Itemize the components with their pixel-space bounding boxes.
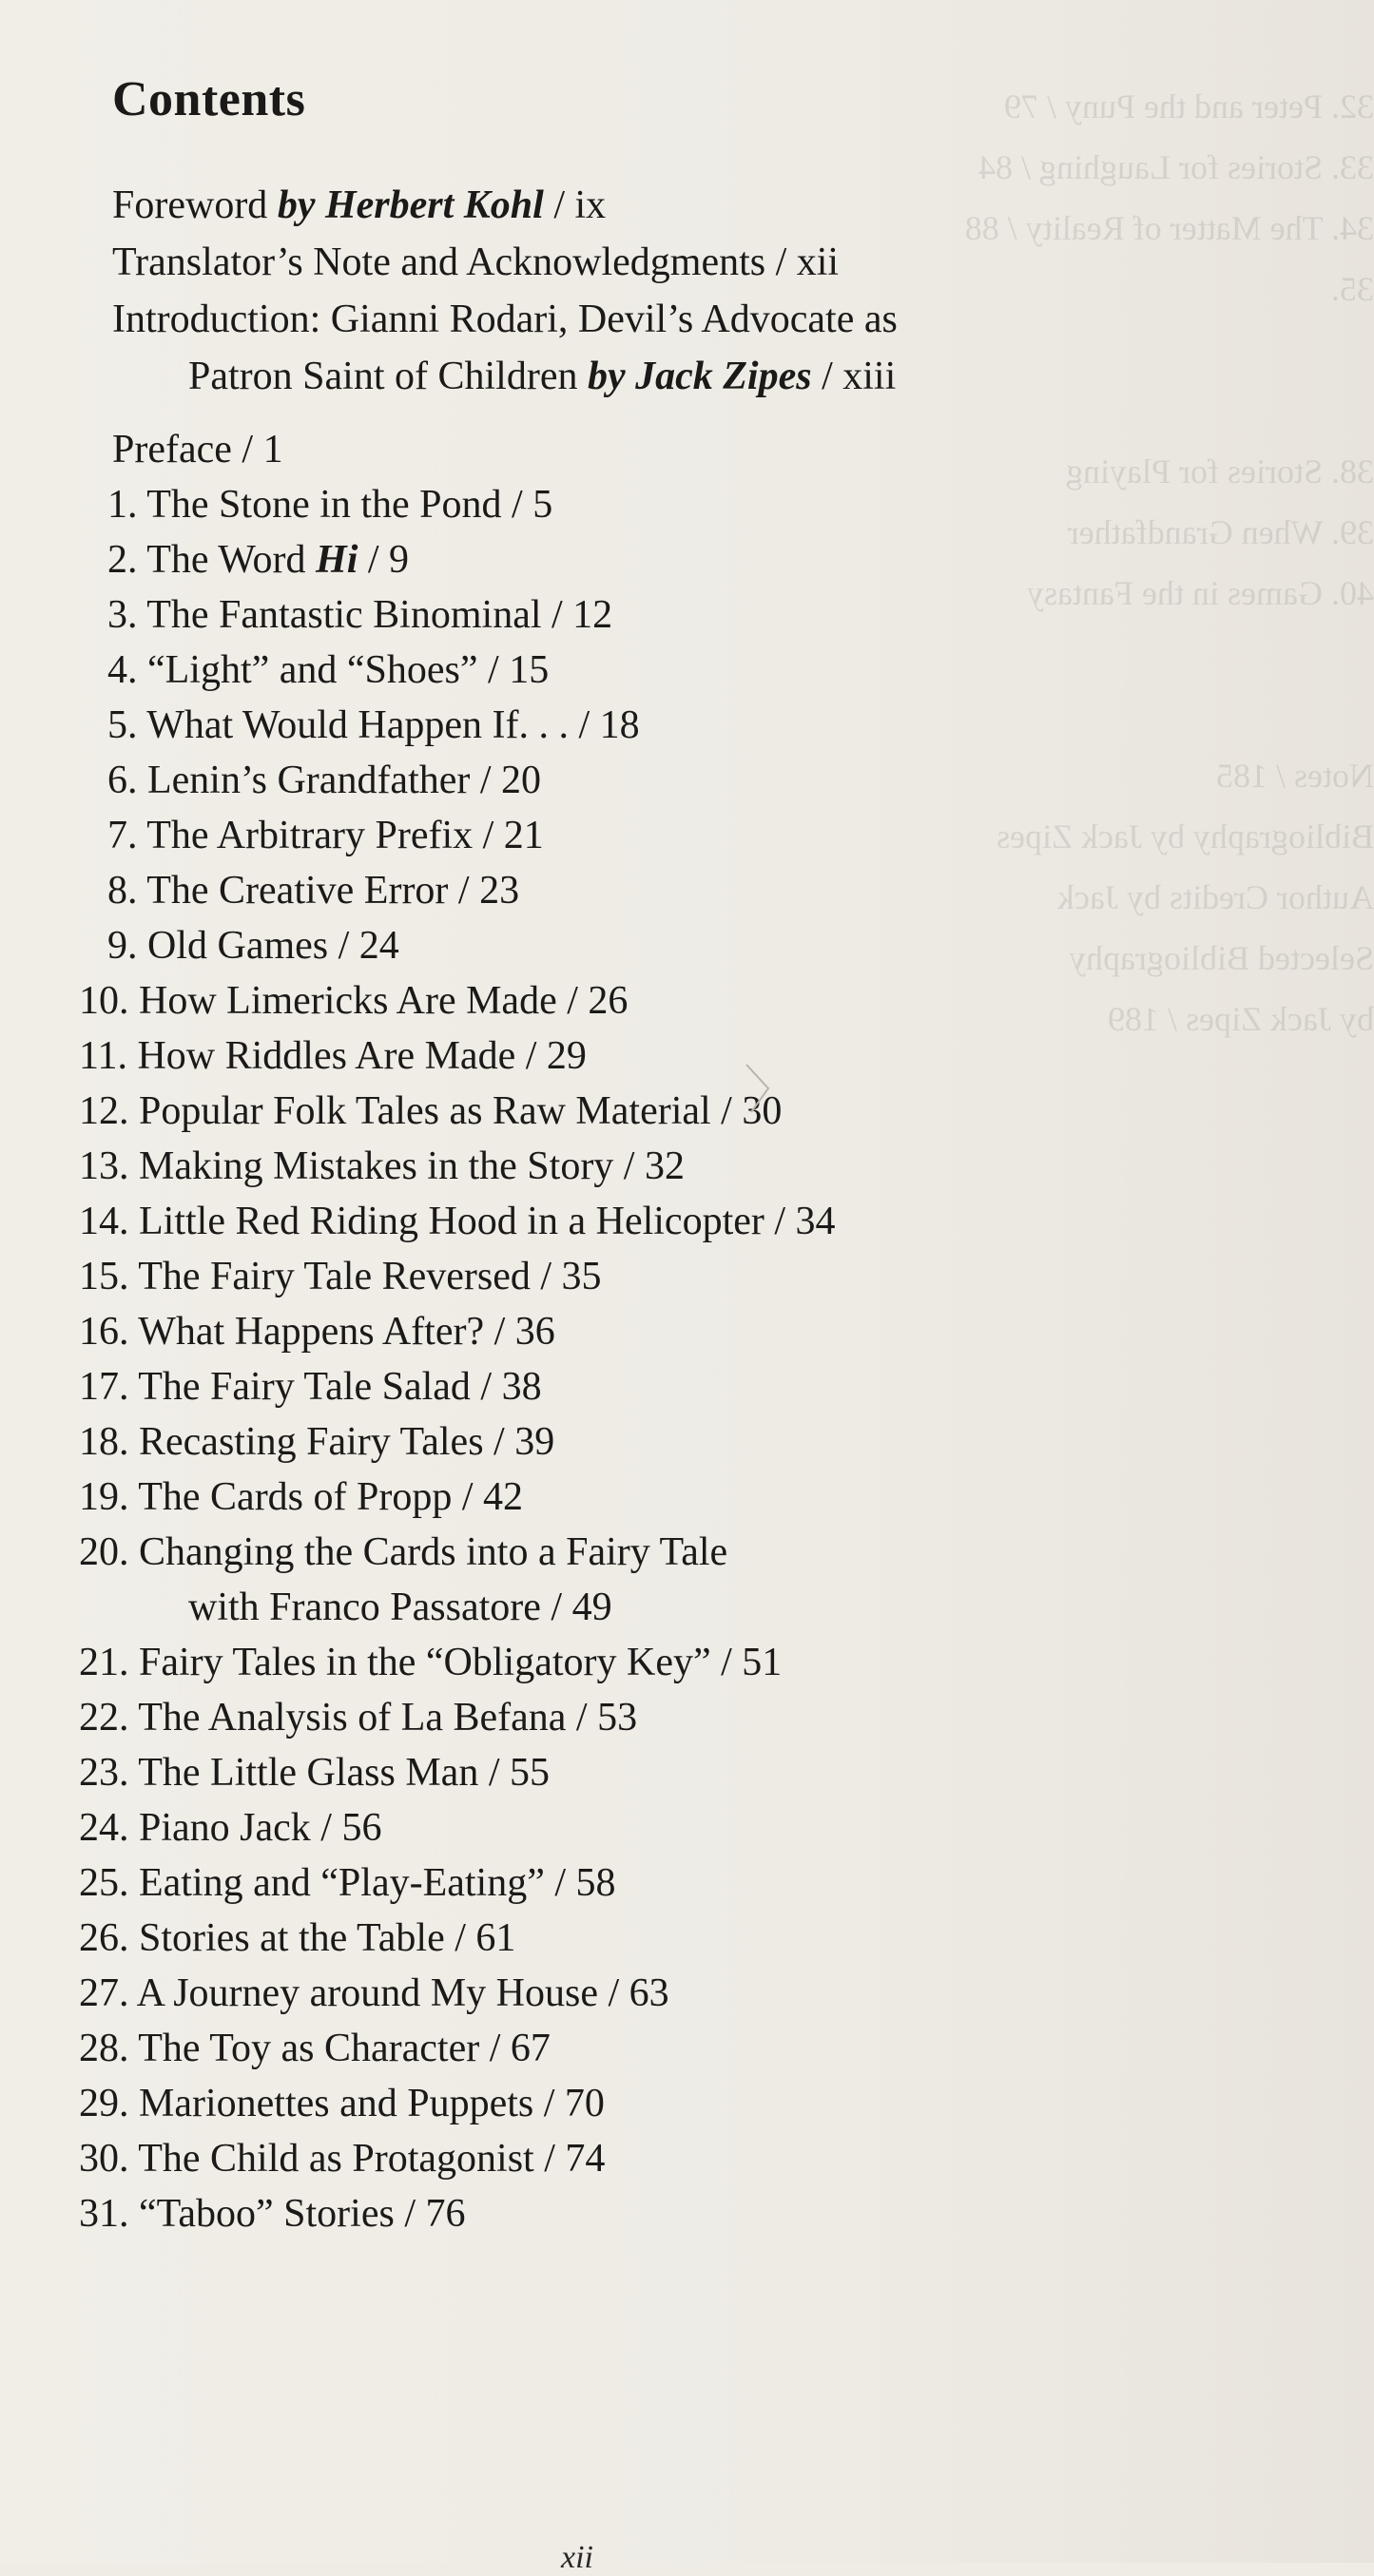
chapter-entry-pre: 19. The Cards of Propp / 42 bbox=[79, 1475, 524, 1519]
chapter-entry-author: Hi bbox=[316, 538, 358, 582]
chapter-entry bbox=[79, 1036, 587, 1076]
chapter-entry-pre: 26. Stories at the Table / 61 bbox=[79, 1916, 516, 1960]
front-matter-line bbox=[112, 242, 839, 282]
chapter-entry bbox=[79, 2139, 605, 2179]
chapter-entry-pre: 3. The Fantastic Binominal / 12 bbox=[107, 593, 613, 637]
chapter-entry bbox=[79, 2084, 605, 2124]
chapter-entry-pre: 18. Recasting Fairy Tales / 39 bbox=[79, 1420, 555, 1464]
chapter-entry bbox=[107, 540, 409, 580]
show-through-text: 32. Peter and the Puny / 79 33. Stories for Laughing / 84 34. The Matter of Reality / 88 35. 38. Stories for Playing 39. When Grandfather 40. Games in the Fantasy Notes / 185 Bibliography by Jack Zipes Author Credits by Jack Selected Bibliography by Jack Zipes / 189 bbox=[964, 87, 1374, 1038]
front-matter-line-pre: Foreword bbox=[112, 183, 278, 227]
chapter-entry bbox=[79, 1753, 550, 1793]
chapter-entry-pre: 15. The Fairy Tale Reversed / 35 bbox=[79, 1255, 602, 1298]
front-matter-line-post: / xiii bbox=[811, 355, 897, 398]
chapter-entry bbox=[107, 485, 552, 525]
front-matter-line bbox=[112, 299, 898, 339]
chapter-entry-pre: 30. The Child as Protagonist / 74 bbox=[79, 2137, 606, 2181]
front-matter-line-author: by Herbert Kohl bbox=[277, 183, 544, 227]
front-matter-line-pre: Patron Saint of Children bbox=[188, 355, 588, 398]
chapter-entry bbox=[107, 650, 549, 690]
chapter-entry bbox=[79, 1643, 782, 1682]
chapter-entry bbox=[79, 1918, 515, 1958]
front-matter-line-author: by Jack Zipes bbox=[587, 355, 812, 398]
chapter-entry-pre: 14. Little Red Riding Hood in a Helicopter / 34 bbox=[79, 1200, 836, 1243]
page-title: Contents bbox=[112, 72, 306, 126]
chapter-entry bbox=[79, 1201, 836, 1241]
chapter-entry-pre: 11. How Riddles Are Made / 29 bbox=[79, 1034, 587, 1078]
chapter-entry bbox=[107, 816, 544, 855]
chapter-entry-pre: 29. Marionettes and Puppets / 70 bbox=[79, 2082, 605, 2125]
chapter-entry bbox=[79, 1367, 542, 1407]
pen-mark bbox=[742, 1060, 780, 1117]
chapter-entry bbox=[79, 1146, 685, 1186]
chapter-entry-pre: 10. How Limericks Are Made / 26 bbox=[79, 979, 629, 1023]
chapter-entry-pre: 1. The Stone in the Pond / 5 bbox=[107, 483, 553, 527]
chapter-entry bbox=[79, 1532, 727, 1572]
chapter-entry bbox=[107, 926, 399, 966]
chapter-entry-pre: 6. Lenin’s Grandfather / 20 bbox=[107, 759, 542, 802]
front-matter-line-post: / ix bbox=[543, 183, 607, 227]
chapter-entry bbox=[79, 981, 628, 1021]
chapter-entry-pre: with Franco Passatore / 49 bbox=[188, 1586, 612, 1629]
chapter-entry-pre: 23. The Little Glass Man / 55 bbox=[79, 1751, 550, 1795]
chapter-entry bbox=[107, 871, 519, 911]
front-matter-line-pre: Introduction: Gianni Rodari, Devil’s Advocate as bbox=[112, 298, 898, 341]
chapter-entry-pre: 25. Eating and “Play-Eating” / 58 bbox=[79, 1861, 616, 1905]
chapter-entry-pre: 7. The Arbitrary Prefix / 21 bbox=[107, 814, 544, 857]
chapter-entry bbox=[79, 1973, 669, 2013]
chapter-entry-pre: 28. The Toy as Character / 67 bbox=[79, 2027, 551, 2070]
chapter-entry-pre: 12. Popular Folk Tales as Raw Material / 30 bbox=[79, 1089, 783, 1133]
chapter-entry bbox=[107, 705, 640, 745]
front-matter-line bbox=[112, 185, 606, 225]
chapter-entry-pre: 8. The Creative Error / 23 bbox=[107, 869, 520, 913]
chapter-entry bbox=[79, 1863, 616, 1903]
chapter-entry bbox=[79, 1477, 523, 1517]
chapter-entry bbox=[79, 1091, 782, 1131]
chapter-entry bbox=[79, 2194, 466, 2234]
chapter-entry bbox=[107, 595, 612, 635]
chapter-entry-pre: 27. A Journey around My House / 63 bbox=[79, 1971, 669, 2015]
chapter-entry-pre: 22. The Analysis of La Befana / 53 bbox=[79, 1696, 638, 1740]
chapter-entry-pre: 9. Old Games / 24 bbox=[107, 924, 399, 968]
chapter-entry-post: / 9 bbox=[358, 538, 410, 582]
chapter-entry bbox=[79, 2028, 551, 2068]
chapter-entry bbox=[188, 1587, 612, 1627]
chapter-entry-pre: 21. Fairy Tales in the “Obligatory Key” / 51 bbox=[79, 1641, 783, 1684]
chapter-entry-pre: 5. What Would Happen If. . . / 18 bbox=[107, 703, 640, 747]
chapter-entry-pre: 31. “Taboo” Stories / 76 bbox=[79, 2192, 466, 2236]
chapter-entry-pre: 2. The Word bbox=[107, 538, 317, 582]
chapter-entry bbox=[79, 1808, 381, 1848]
chapter-entry bbox=[79, 1312, 555, 1352]
page-number: xii bbox=[561, 2540, 593, 2575]
chapter-entry bbox=[79, 1257, 602, 1297]
front-matter-line-pre: Translator’s Note and Acknowledgments / xii bbox=[112, 240, 840, 284]
chapter-entry-pre: 17. The Fairy Tale Salad / 38 bbox=[79, 1365, 542, 1409]
chapter-entry bbox=[107, 760, 541, 800]
chapter-entry-pre: 13. Making Mistakes in the Story / 32 bbox=[79, 1144, 685, 1188]
chapter-entry bbox=[79, 1422, 554, 1462]
preface-entry: Preface / 1 bbox=[112, 428, 283, 471]
chapter-entry-pre: 16. What Happens After? / 36 bbox=[79, 1310, 555, 1354]
chapter-entry-pre: 20. Changing the Cards into a Fairy Tale bbox=[79, 1530, 728, 1574]
chapter-entry-pre: 4. “Light” and “Shoes” / 15 bbox=[107, 648, 550, 692]
chapter-entry-pre: 24. Piano Jack / 56 bbox=[79, 1806, 382, 1850]
chapter-entry bbox=[79, 1698, 637, 1738]
front-matter-line bbox=[188, 356, 896, 396]
